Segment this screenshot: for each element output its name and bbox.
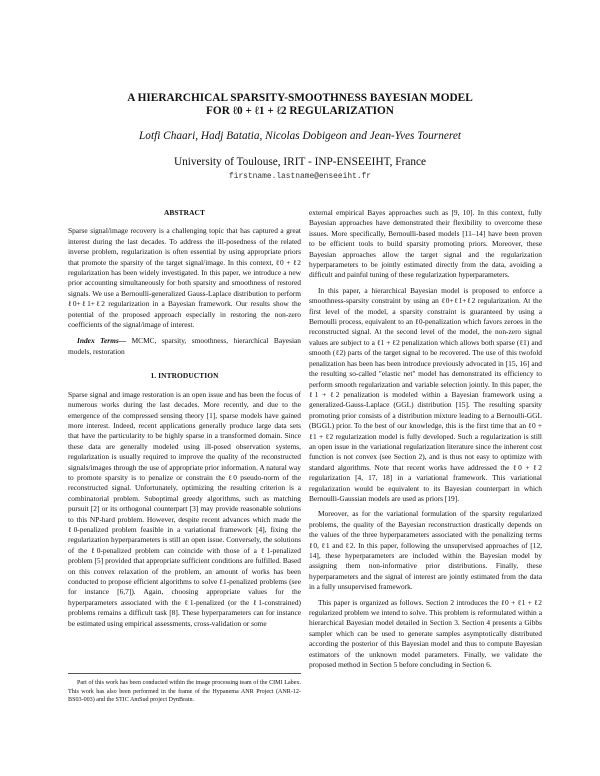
right-paragraph-2: In this paper, a hierarchical Bayesian model is proposed to enforce a smoothness-sparsity constraint by using an ℓ0+ℓ1+ℓ2 regularization. At the first level of the model, a sparsity constraint is guaranteed by using a Bernoulli process, equivalent to an ℓ0-penalization which favors zeroes in the reconstructed signal. At the second level of the model, the non-zero signal values are subject to a ℓ1 + ℓ2 penalization which allows both sparse (ℓ1) and smooth (ℓ2) parts of the target signal to be recovered. The use of this twofold penalization has been has been introduce previously advocated in [15, 16] and the resulting so-called "elastic net" model has demonstrated its efficiency to perform smooth regularization and variable selection jointly. In this paper, the ℓ1 + ℓ2 penalization is modeled within a Bayesian framework using a generalized-Gauss-Laplace (GGL) distribution [15]. The resulting sparsity promoting prior consists of a distribution mixture leading to a Bernoulli-GGL (BGGL) prior. To the best of our knowledge, this is the first time that an ℓ0 + ℓ1 + ℓ2 regularization model is fully developed. Such a regularization is still an open issue in the variational regularization literature since the inherent cost function is not convex (see Section 2), and is thus not easy to optimize with standard algorithms. Note that recent works have addressed the ℓ0 + ℓ2 regularization [4, 17, 18] in a variational framework. This variational regularization would be equivalent to its Bayesian counterpart in which Bernoulli-Gaussian models are used as priors [19]. — [309, 285, 542, 503]
email: firstname.lastname@enseeiht.fr — [228, 172, 372, 181]
left-column — [68, 208, 301, 629]
right-paragraph-1: external empirical Bayes approaches such as [9, 10]. In this context, fully Bayesian approaches have demonstrated their flexibility to overcome these issues. More specifically, Bernoulli-based models [11–14] have been proven to be efficient tools to build sparsity promoting priors. Moreover, these Bayesian approaches allow the target signal and the regularization hyperparameters to be jointly estimated directly from the data, avoiding a difficult and painful tuning of these regularization hyperparameters. — [309, 208, 542, 280]
paper-title — [60, 92, 540, 118]
footnote-text: Part of this work has been conducted within the image processing team of the CIMI Labex. This work has also been performed in the frame of the Hypanema ANR Project (ANR-12-BS03-003) and the STIC AmSud project DynBrain. — [68, 680, 301, 704]
title-line-1: A HIERARCHICAL SPARSITY-SMOOTHNESS BAYESIAN MODEL — [127, 92, 473, 104]
right-column — [309, 208, 542, 670]
right-paragraph-4: This paper is organized as follows. Section 2 introduces the ℓ0 + ℓ1 + ℓ2 regularized problem we intend to solve. This problem is reformulated within a hierarchical Bayesian model detailed in Section 3. Section 4 presents a Gibbs sampler which can be used to generate samples asymptotically distributed according the posterior of this Bayesian model and thus to compute Bayesian estimators of the unknown model parameters. Finally, we validate the proposed method in Section 5 before concluding in Section 6. — [309, 597, 542, 670]
introduction-heading: 1. INTRODUCTION — [150, 371, 219, 381]
right-paragraph-3: Moreover, as for the variational formulation of the sparsity regularized problems, the quality of the Bayesian reconstruction drastically depends on the values of the three hyperparameters associated with the penalizing terms ℓ0, ℓ1 and ℓ2. In this paper, following the unsupervised approaches of [12, 14], these hyperparameters are included within the Bayesian model by assigning them non-informative prior distributions. Finally, these hyperparameters and the signal of interest are jointly estimated from the data in a fully unsupervised framework. — [309, 509, 542, 592]
index-terms — [68, 336, 301, 357]
index-terms-label: Index Terms— — [77, 336, 127, 346]
index-terms-text: MCMC, sparsity, smoothness, hierarchical Bayesian models, restoration — [68, 336, 301, 356]
authors: Lotfi Chaari, Hadj Batatia, Nicolas Dobigeon and Jean-Yves Tourneret — [139, 130, 461, 142]
title-line-2: FOR ℓ0 + ℓ1 + ℓ2 REGULARIZATION — [206, 105, 394, 117]
affiliation: University of Toulouse, IRIT - INP-ENSEEIHT, France — [173, 156, 427, 168]
abstract-text: Sparse signal/image recovery is a challenging topic that has captured a great interest during the last decades. To address the ill-posedness of the related inverse problem, regularization is often essential by using appropriate priors that promote the sparsity of the target signal/image. In this context, ℓ0 + ℓ2 regularization has been widely investigated. In this paper, we introduce a new prior accounting simultaneously for both sparsity and smoothness of restored signals. We use a Bernoulli-generalized Gauss-Laplace distribution to perform ℓ0+ℓ1+ℓ2 regularization in a Bayesian framework. Our results show the potential of the proposed approach especially in restoring the non-zero coefficients of the signal/image of interest. — [68, 226, 301, 330]
intro-paragraph-1: Sparse signal and image restoration is an open issue and has been the focus of numerous works during the last decades. More recently, and due to the emergence of the compressed sensing theory [1], sparse models have gained more interest. Indeed, recent applications generally produce large data sets that have the particularity to be highly sparse in a transformed domain. Since these data are generally modeled using ill-posed observation systems, regularization is usually required to improve the quality of the reconstructed signals/images through the use of appropriate prior information. A natural way to promote sparsity is to penalize or constrain the ℓ0 pseudo-norm of the reconstructed signal. Unfortunately, optimizing the resulting criterion is a combinatorial problem. Suboptimal greedy algorithms, such as matching pursuit [2] or its orthogonal counterpart [3] may provide reasonable solutions to this NP-hard problem. However, despite recent advances which made the ℓ0-penalized problem feasible in a variational framework [4], fixing the regularization hyperparameters is still an open issue. Conversely, the solutions of the ℓ0-penalized problem can coincide with those of a ℓ1-penalized problem [5] provided that appropriate sufficient conditions are fulfilled. Based on this convex relaxation of the problem, an amount of works has been conducted to propose efficient algorithms to solve ℓ1-penalized problems (see for instance [6,7]). Again, choosing appropriate values for the hyperparameters associated with the ℓ1-penalized (or the ℓ1-constrained) problems remains a difficult task [8]. These hyperparameters can for instance be estimated using empirical assessments, cross-validation or some — [68, 389, 301, 628]
abstract-heading: ABSTRACT — [163, 208, 206, 217]
footnote — [68, 673, 301, 705]
